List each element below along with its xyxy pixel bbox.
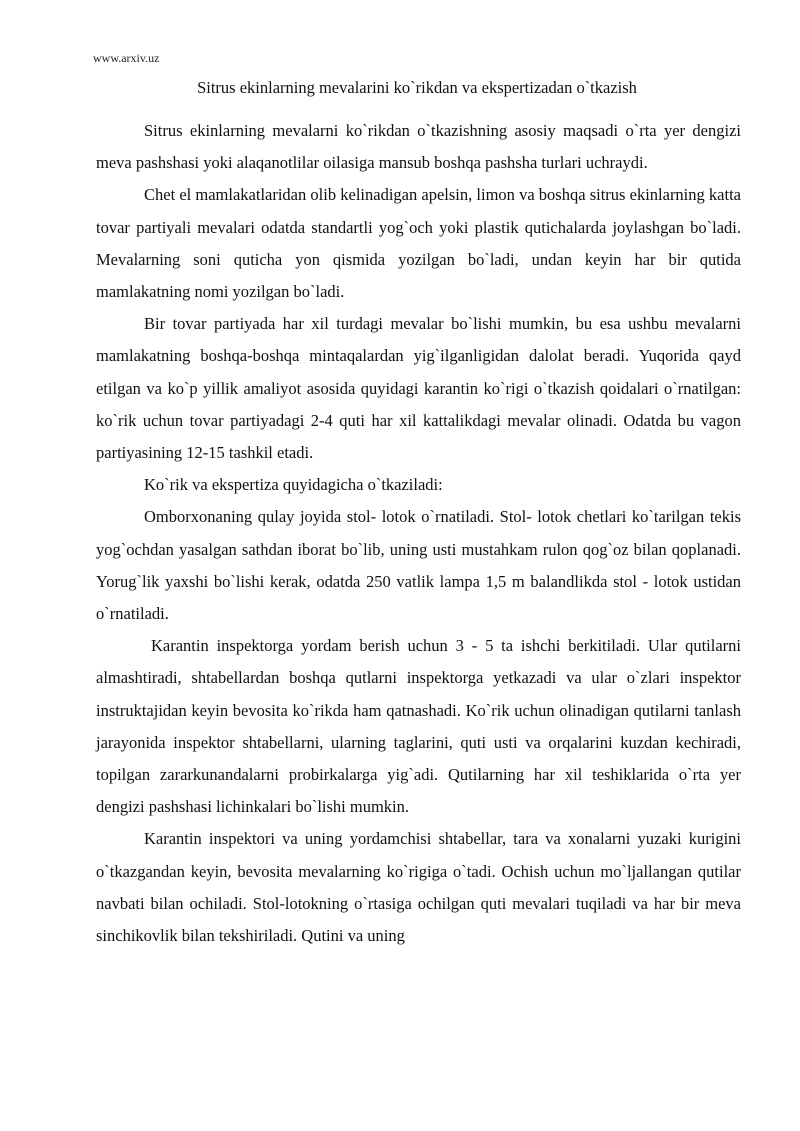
paragraph-purpose: Sitrus ekinlarning mevalarni ko`rikdan o`tkazishning asosiy maqsadi o`rta yer dengizi meva pashshasi yoki alaqanotlilar oilasiga mansub boshqa pashsha turlari uchraydi. [96, 121, 741, 173]
paragraph-fruit-inspection: Karantin inspektori va uning yordamchisi shtabellar, tara va xonalarni yuzaki kurigini o`tkazgandan keyin, bevosita mevalarning ko`rigiga o`tadi. Ochish uchun mo`ljallangan qutilar navbati bilan ochiladi. Stol-lotokning o`rtasiga ochilgan quti mevalari tuqiladi va har bir meva sinchikovlik bilan tekshiriladi. Qutini va uning [96, 829, 741, 946]
paragraph-table-setup: Omborxonaning qulay joyida stol- lotok o`rnatiladi. Stol- lotok chetlari ko`tarilgan tekis yog`ochdan yasalgan sathdan iborat bo`lib, uning usti mustahkam rulon qog`oz bilan qoplanadi. Yorug`lik yaxshi bo`lishi kerak, odatda 250 vatlik lampa 1,5 m balandlikda stol - lotok ustidan o`rnatiladi. [96, 507, 741, 624]
paragraph-import-packaging: Chet el mamlakatlaridan olib kelinadigan apelsin, limon va boshqa sitrus ekinlarning katta tovar partiyali mevalari odatda standartli yog`och yoki plastik qutichalarda joylashgan bo`ladi. Mevalarning soni quticha yon qismida yozilgan bo`ladi, undan keyin har bir qutida mamlakatning nomi yozilgan bo`ladi. [96, 185, 741, 302]
paragraph-workers: Karantin inspektorga yordam berish uchun 3 - 5 ta ishchi berkitiladi. Ular qutilarni almashtiradi, shtabellardan boshqa qutlarni inspektorga yetkazadi va ular o`zlari inspektor instruktajidan keyin bevosita ko`rikda ham qatnashadi. Ko`rik uchun olinadigan qutilarni tanlash jarayonida inspektor shtabellarni, ularning taglarini, quti usti va orqalarini kuzdan kechiradi, topilgan zararkunandalarni probirkalarga yig`adi. Qutilarning har xil teshiklarida o`rta yer dengizi pashshasi lichinkalari bo`lishi mumkin. [96, 636, 741, 817]
document-body [96, 115, 741, 952]
source-url: www.arxiv.uz [93, 51, 160, 65]
paragraph-inspection-rules: Bir tovar partiyada har xil turdagi mevalar bo`lishi mumkin, bu esa ushbu mevalarni mamlakatning boshqa-boshqa mintaqalardan yig`ilganligidan dalolat beradi. Yuqorida qayd etilgan va ko`p yillik amaliyot asosida quyidagi karantin ko`rigi o`tkazish qoidalari o`rnatilgan: ko`rik uchun tovar partiyadagi 2-4 quti har xil kattalikdagi mevalar olinadi. Odatda bu vagon partiyasining 12-15 tashkil etadi. [96, 314, 741, 463]
document-title: Sitrus ekinlarning mevalarini ko`rikdan va ekspertizadan o`tkazish [197, 78, 637, 97]
paragraph-procedure-intro: Ko`rik va ekspertiza quyidagicha o`tkaziladi: [144, 475, 443, 495]
